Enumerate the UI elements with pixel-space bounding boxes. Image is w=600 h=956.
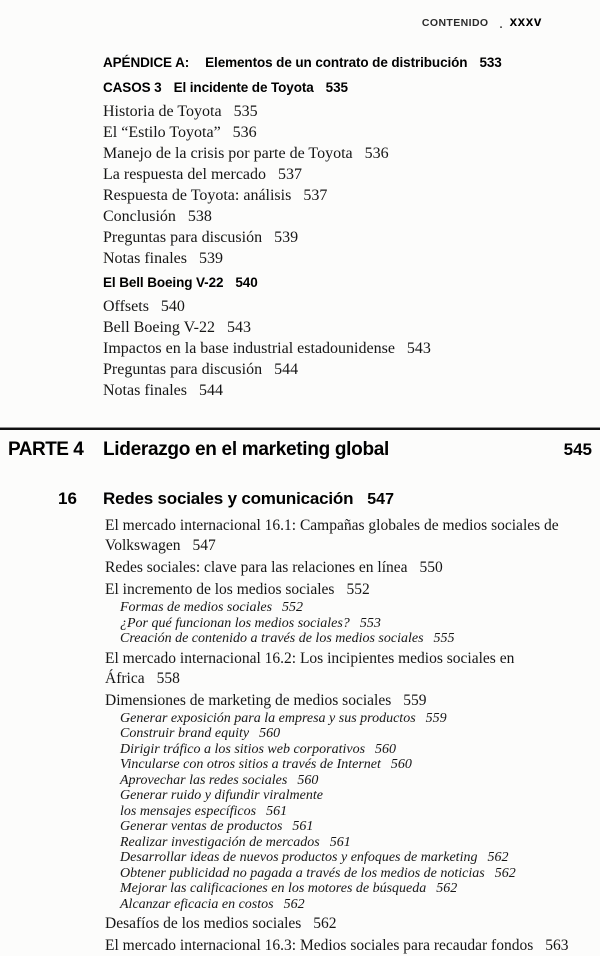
toc-entry (105, 558, 584, 578)
entry-title: Preguntas para discusión (103, 361, 263, 378)
entry-page-number: 562 (436, 881, 458, 896)
toc-entry (105, 580, 584, 600)
toc-entry (103, 101, 590, 122)
toc-subentry (105, 866, 584, 882)
case-group-page-number: 535 (325, 80, 348, 95)
entry-title: Vincularse con otros sitios a través de Internet (120, 757, 381, 772)
toc-entry (103, 143, 590, 164)
entry-page-number: 562 (494, 865, 516, 881)
entry-page-number: 544 (274, 361, 299, 378)
toc-entry (105, 649, 584, 689)
entry-page-number: 536 (364, 145, 389, 162)
entry-page-number: 560 (259, 726, 281, 741)
chapter-number: 16 (58, 489, 77, 508)
toc-entry (103, 248, 590, 269)
entry-page-number: 539 (198, 250, 223, 267)
entry-title: Historia de Toyota (103, 103, 222, 120)
toc-subentry (105, 757, 584, 773)
toc-entry (103, 317, 590, 338)
entry-page-number: 553 (359, 615, 381, 631)
toc-subentry (105, 631, 584, 647)
entry-title: Notas finales (103, 382, 187, 399)
entry-title: Construir brand equity (120, 726, 250, 741)
entry-title: Generar exposición para la empresa y sus productos (120, 710, 416, 726)
entry-page-number: 558 (156, 669, 180, 687)
entry-page-number: 537 (303, 187, 328, 204)
chapter-entries-list (0, 516, 600, 956)
case-group-label: CASOS 3 (103, 80, 162, 95)
toc-subentry (105, 819, 584, 835)
entry-title: Creación de contenido a través de los medios sociales (120, 631, 424, 646)
part-heading (0, 438, 600, 462)
part-page-number: 545 (563, 440, 592, 459)
entry-page-number: 552 (282, 600, 304, 615)
entry-page-number: 543 (406, 340, 431, 357)
chapter-page-number: 547 (367, 491, 394, 508)
toc-entry (103, 380, 590, 401)
entry-page-number: 547 (192, 537, 216, 554)
toc-entry (103, 359, 590, 380)
toc-entry (103, 296, 590, 317)
entry-page-number: 543 (227, 319, 252, 336)
page-header (0, 0, 600, 33)
entry-title: Preguntas para discusión (103, 229, 263, 246)
entry-title: El mercado internacional 16.3: Medios sociales para recaudar fondos (105, 937, 534, 954)
entry-page-number: 562 (487, 850, 509, 865)
toc-subentry (105, 726, 584, 742)
toc-subentry (105, 897, 584, 913)
entry-title: Respuesta de Toyota: análisis (103, 187, 292, 204)
entry-page-number: 559 (403, 691, 427, 709)
toc-subentry (105, 742, 584, 758)
toc-subentry (105, 835, 584, 851)
toc-subentry (105, 881, 584, 897)
entry-title: Desafíos de los medios sociales (105, 915, 302, 932)
case-group-title: El incidente de Toyota (173, 80, 314, 95)
appendix-heading (103, 55, 590, 71)
cases-section (0, 55, 600, 401)
entry-title: Dimensiones de marketing de medios sociales (105, 691, 392, 709)
entry-title: Formas de medios sociales (120, 600, 273, 615)
appendix-title: Elementos de un contrato de distribución (205, 55, 468, 70)
entry-title: Conclusión (103, 208, 176, 225)
entry-title: Desarrollar ideas de nuevos productos y enfoques de marketing (120, 850, 478, 865)
entry-title: Dirigir tráfico a los sitios web corporativos (120, 741, 366, 757)
entry-title: La respuesta del mercado (103, 166, 267, 183)
entry-page-number: 539 (274, 229, 299, 246)
toc-subentry (105, 788, 584, 819)
appendix-label: APÉNDICE A: (103, 55, 190, 70)
entry-page-number: 535 (233, 103, 258, 120)
entry-title: Offsets (103, 298, 149, 315)
entry-page-number: 544 (198, 382, 223, 399)
entry-page-number: 537 (278, 166, 303, 183)
entry-title: Realizar investigación de mercados (120, 834, 320, 850)
entry-title: Manejo de la crisis por parte de Toyota (103, 145, 353, 162)
toc-subentry (105, 773, 584, 789)
entry-page-number: 563 (545, 937, 569, 954)
entry-title: El mercado internacional 16.1: Campañas globales de medios sociales de Volkswagen (105, 517, 559, 554)
header-section-label: CONTENIDO (421, 17, 489, 29)
toc-subentry (105, 850, 584, 866)
toc-entry (103, 338, 590, 359)
toc-entry (103, 122, 590, 143)
entry-title: Mejorar las calificaciones en los motores de búsqueda (120, 881, 427, 896)
toc-entry (103, 164, 590, 185)
entry-page-number: 536 (232, 124, 257, 141)
entry-page-number: 555 (433, 631, 455, 646)
entry-title: ¿Por qué funcionan los medios sociales? (120, 615, 350, 631)
chapter-title: Redes sociales y comunicación (103, 489, 354, 508)
entry-page-number: 560 (390, 757, 412, 772)
entry-title: Obtener publicidad no pagada a través de los medios de noticias (120, 865, 485, 881)
part-title: Liderazgo en el marketing global (103, 439, 390, 460)
entry-title: Alcanzar eficacia en costos (120, 896, 274, 912)
entry-page-number: 559 (425, 710, 447, 726)
toc-entry (105, 914, 584, 934)
appendix-page-number: 533 (479, 55, 502, 70)
entry-title: Generar ruido y difundir viralmente los mensajes específicos (120, 788, 323, 819)
header-separator-dot: . (499, 19, 503, 31)
entry-page-number: 562 (283, 896, 305, 912)
entry-page-number: 561 (266, 803, 288, 819)
entry-title: Redes sociales: clave para las relaciones en línea (105, 559, 408, 576)
case2-heading (103, 275, 590, 291)
entry-page-number: 560 (375, 741, 397, 757)
entry-page-number: 550 (419, 559, 443, 576)
header-page-number: xxxv (509, 14, 542, 29)
toc-entry (105, 691, 584, 711)
entry-title: Notas finales (103, 250, 187, 267)
entry-page-number: 538 (187, 208, 212, 225)
toc-subentry (105, 600, 584, 616)
case2-page-number: 540 (235, 275, 258, 290)
toc-entry (105, 936, 584, 956)
entry-title: El incremento de los medios sociales (105, 581, 335, 598)
entry-page-number: 561 (292, 819, 314, 834)
entry-page-number: 552 (346, 581, 370, 598)
case-group-heading (103, 80, 590, 96)
toc-entry (105, 516, 584, 556)
bell-boeing-case-entries (103, 296, 590, 401)
toc-entry (103, 185, 590, 206)
entry-title: Impactos en la base industrial estadounidense (103, 340, 395, 357)
entry-page-number: 540 (160, 298, 185, 315)
entry-title: El mercado internacional 16.2: Los incipientes medios sociales en África (105, 649, 515, 687)
chapter-heading (0, 488, 600, 511)
toc-subentry (105, 616, 584, 632)
toc-entry (103, 206, 590, 227)
chapter-section (0, 488, 600, 956)
toyota-case-entries (103, 101, 590, 269)
entry-title: Bell Boeing V-22 (103, 319, 216, 336)
entry-title: El “Estilo Toyota” (103, 124, 221, 141)
toc-entry (103, 227, 590, 248)
toc-subentry (105, 711, 584, 727)
entry-page-number: 562 (313, 915, 337, 932)
entry-page-number: 561 (329, 834, 351, 850)
case2-title: El Bell Boeing V-22 (103, 275, 224, 290)
entry-page-number: 560 (297, 772, 319, 788)
part-divider-rule (0, 427, 600, 430)
entry-title: Aprovechar las redes sociales (120, 772, 288, 788)
entry-title: Generar ventas de productos (120, 819, 283, 834)
part-label: PARTE 4 (8, 439, 84, 460)
